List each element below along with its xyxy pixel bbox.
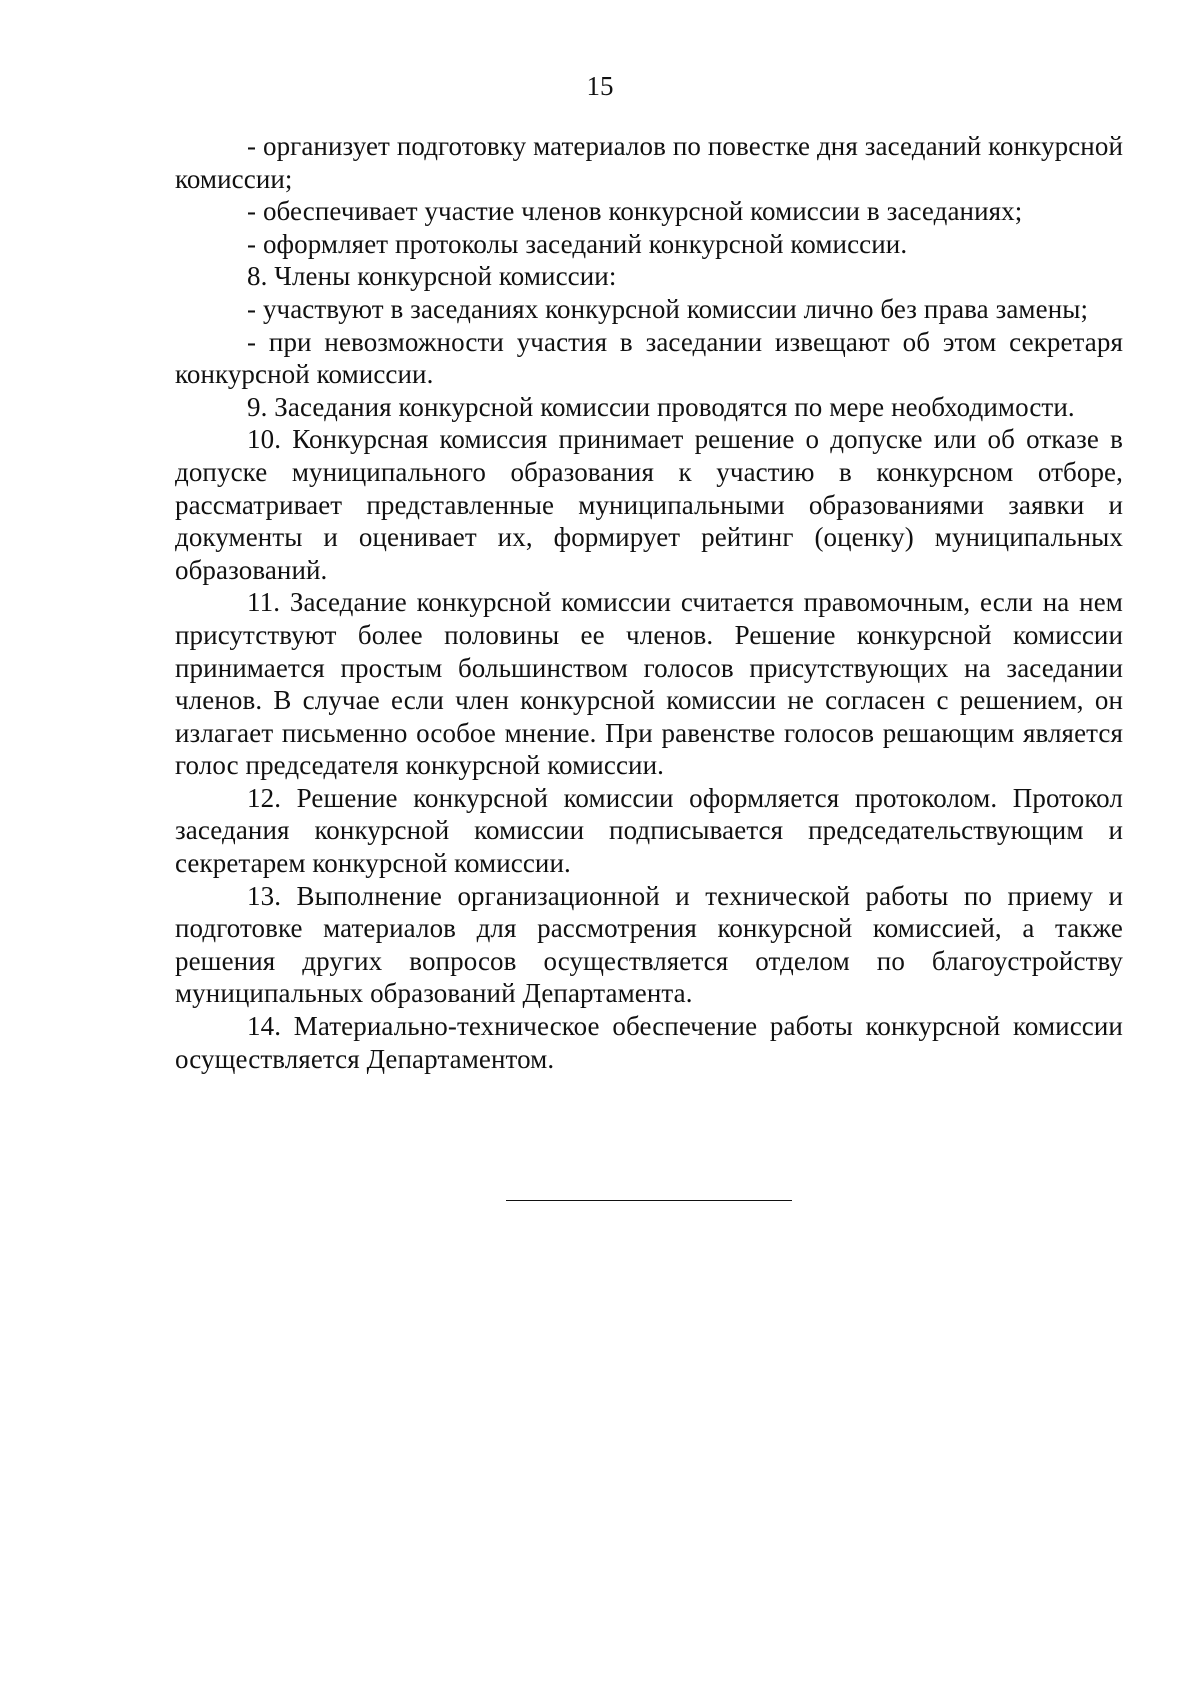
- paragraph-draws-up-protocols: - оформляет протоколы заседаний конкурсной комиссии.: [247, 228, 908, 259]
- paragraph-notify-secretary: - при невозможности участия в заседании извещают об этом секретаря конкурсной комиссии.: [175, 326, 1123, 390]
- page-number: 15: [586, 71, 614, 101]
- paragraph-item-12: 12. Решение конкурсной комиссии оформляется протоколом. Протокол заседания конкурсной комиссии подписывается председательствующим и секретарем конкурсной комиссии.: [175, 782, 1123, 879]
- closing-separator-line: [506, 1200, 792, 1201]
- document-body: [175, 130, 1123, 1075]
- paragraph-item-10: 10. Конкурсная комиссия принимает решение о допуске или об отказе в допуске муниципального образования к участию в конкурсном отборе, рассматривает представленные муниципальными образованиями заявки и документы и оценивает их, формирует рейтинг (оценку) муниципальных образований.: [175, 424, 1123, 585]
- paragraph-ensures-participation: - обеспечивает участие членов конкурсной комиссии в заседаниях;: [247, 196, 1023, 227]
- paragraph-item-11: 11. Заседание конкурсной комиссии считается правомочным, если на нем присутствуют более половины ее членов. Решение конкурсной комиссии принимается простым большинством голосов присутствующих на заседании членов. В случае если член конкурсной комиссии не согласен с решением, он излагает письменно особое мнение. При равенстве голосов решающим является голос председателя конкурсной комиссии.: [175, 587, 1123, 781]
- paragraph-organizes-materials: - организует подготовку материалов по повестке дня заседаний конкурсной комиссии;: [175, 131, 1123, 194]
- paragraph-item-14: 14. Материально-техническое обеспечение работы конкурсной комиссии осуществляется Департаментом.: [175, 1011, 1123, 1074]
- paragraph-item-8-heading: 8. Члены конкурсной комиссии:: [247, 261, 617, 292]
- paragraph-item-9: 9. Заседания конкурсной комиссии проводятся по мере необходимости.: [247, 391, 1075, 422]
- paragraph-participate-in-person: - участвуют в заседаниях конкурсной комиссии лично без права замены;: [247, 293, 1089, 324]
- paragraph-item-13: 13. Выполнение организационной и технической работы по приему и подготовке материалов для рассмотрения конкурсной комиссией, а также решения других вопросов осуществляется отделом по благоустройству муниципальных образований Департамента.: [175, 880, 1123, 1009]
